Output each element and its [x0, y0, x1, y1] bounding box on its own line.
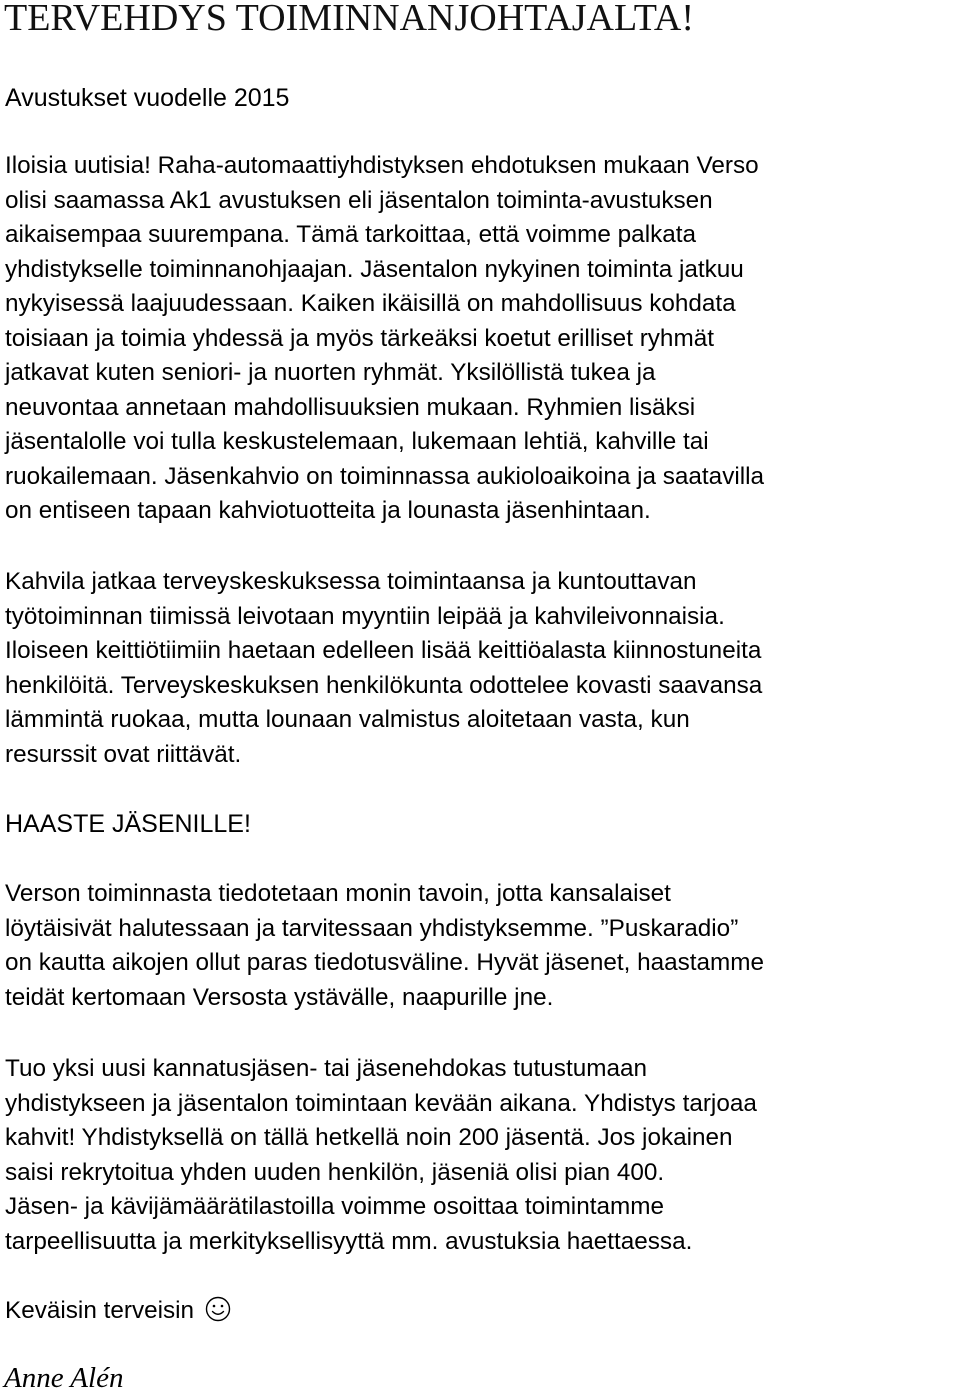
document-title: TERVEHDYS TOIMINNANJOHTAJALTA! [4, 0, 694, 39]
closing-greeting [5, 1294, 231, 1332]
smiley-face-icon [205, 1296, 231, 1332]
paragraph-grants-news: Iloisia uutisia! Raha-automaattiyhdistyksen ehdotuksen mukaan Verso olisi saamassa Ak1 avustuksen eli jäsentalon toiminta-avustuksen aikaisempaa suurempana. Tämä tarkoittaa, että voimme palkata yhdistykselle toiminnanohjaajan. Jäsentalon nykyinen toiminta jatkuu nykyisessä laajuudessaan. Kaiken ikäisillä on mahdollisuus kohdata toisiaan ja toimia yhdessä ja myös tärkeäksi koetut erilliset ryhmät jatkavat kuten seniori- ja nuorten ryhmät. Yksilöllistä tukea ja neuvontaa annetaan mahdollisuuksien mukaan. Ryhmien lisäksi jäsentalolle voi tulla keskustelemaan, lukemaan lehtiä, kahville tai ruokailemaan. Jäsenkahvio on toiminnassa aukioloaikoina ja saatavilla on entiseen tapaan kahviotuotteita ja lounasta jäsenhintaan. [5, 152, 765, 524]
closing-text: Keväisin terveisin [5, 1297, 195, 1324]
section-heading-challenge: HAASTE JÄSENILLE! [5, 810, 251, 838]
paragraph-communication: Verson toiminnasta tiedotetaan monin tavoin, jotta kansalaiset löytäisivät halutessaan ja tarvitessaan yhdistyksemme. ”Puskaradio” on kautta aikojen ollut paras tiedotusväline. Hyvät jäsenet, haastamme teidät kertomaan Versosta ystävälle, naapurille jne. [5, 880, 765, 1011]
signature: Anne Alén [4, 1362, 124, 1394]
paragraph-recruitment: Tuo yksi uusi kannatusjäsen- tai jäsenehdokas tutustumaan yhdistykseen ja jäsentalon toimintaan kevään aikana. Yhdistys tarjoaa kahvit! Yhdistyksellä on tällä hetkellä noin 200 jäsentä. Jos jokainen saisi rekrytoitua yhden uuden henkilön, jäseniä olisi pian 400. Jäsen- ja kävijämäärätilastoilla voimme osoittaa toimintamme tarpeellisuutta ja merkityksellisyyttä mm. avustuksia haettaessa. [5, 1055, 757, 1255]
paragraph-cafe: Kahvila jatkaa terveyskeskuksessa toimintaansa ja kuntouttavan työtoiminnan tiimissä leivotaan myyntiin leipää ja kahvileivonnaisia. Iloiseen keittiötiimiin haetaan edelleen lisää keittiöalasta kiinnostuneita henkilöitä. Terveyskeskuksen henkilökunta odottelee kovasti saavansa lämmintä ruokaa, mutta lounaan valmistus aloitetaan vasta, kun resurssit ovat riittävät. [5, 568, 763, 768]
section-heading-grants: Avustukset vuodelle 2015 [5, 84, 290, 112]
